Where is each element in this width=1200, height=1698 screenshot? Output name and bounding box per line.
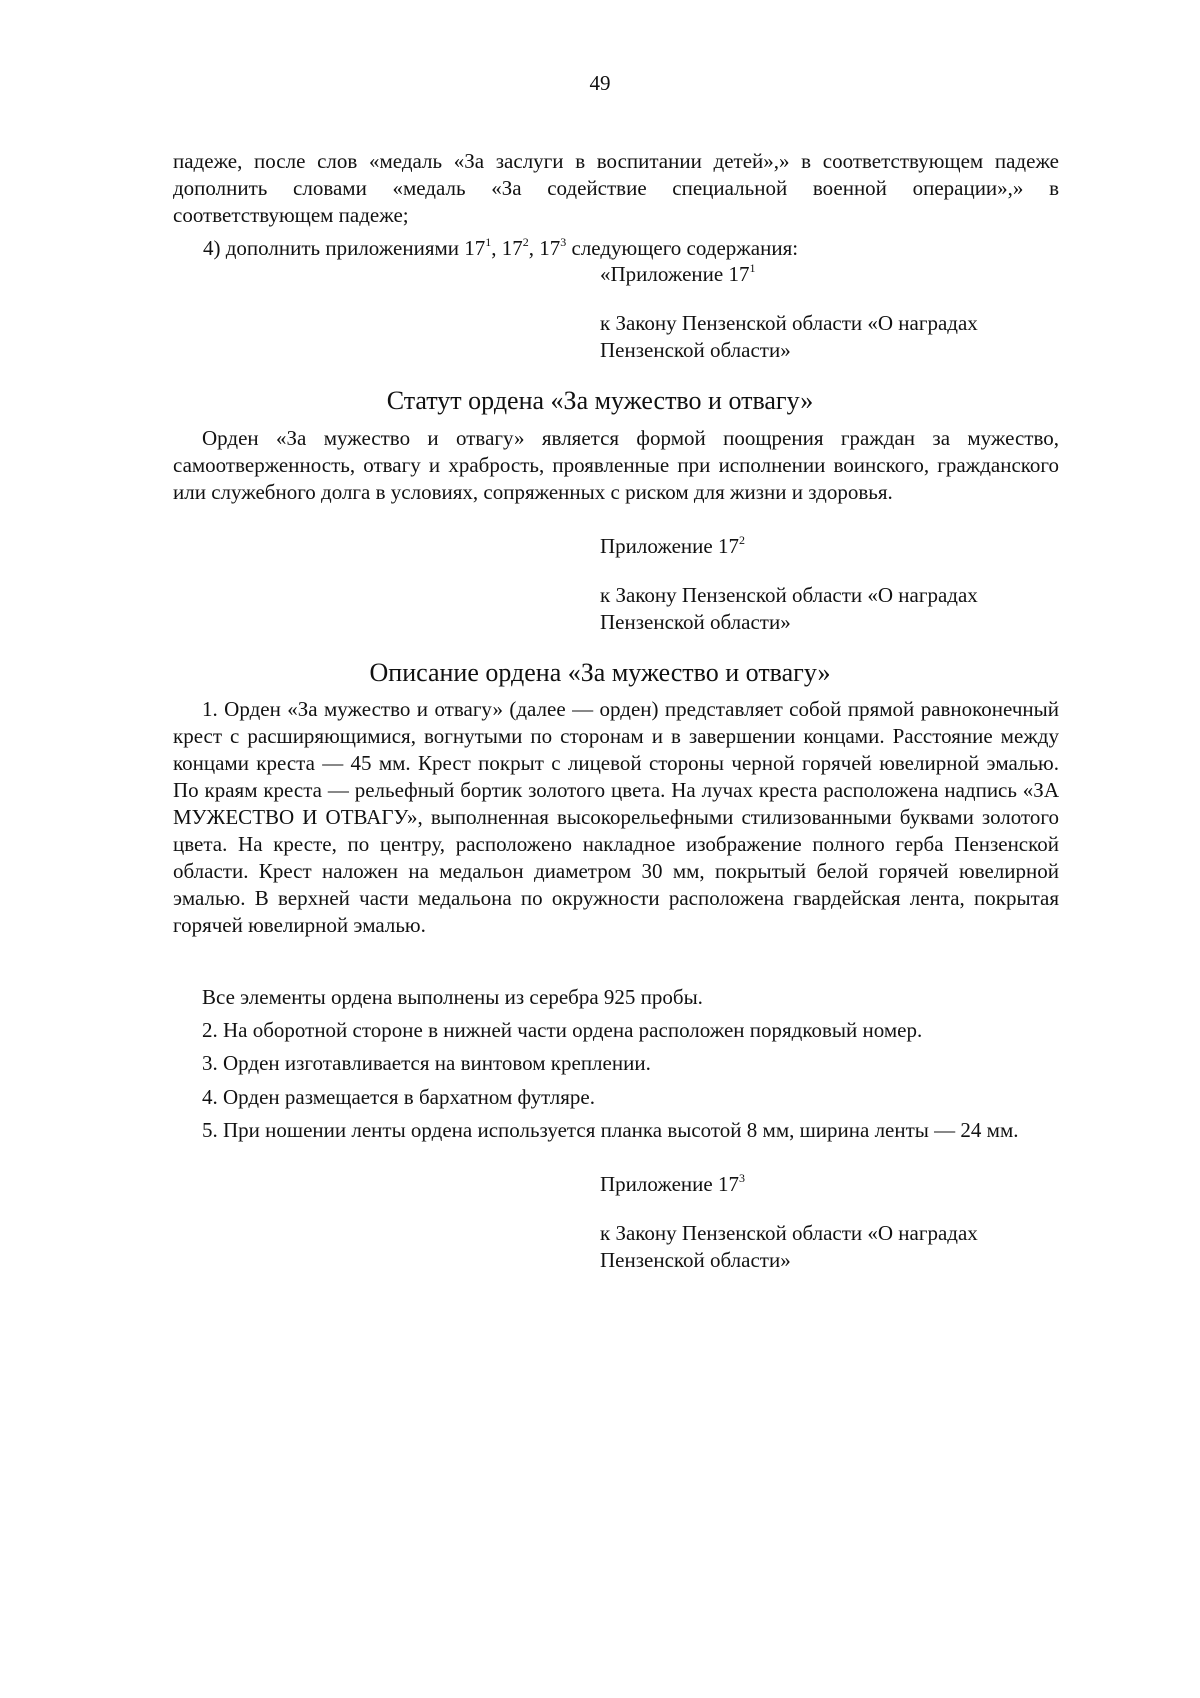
appendix-1-line1: к Закону Пензенской области «О наградах [600, 311, 978, 335]
item4-sep1: , 17 [491, 236, 523, 260]
appendix-3-header [600, 1171, 1060, 1274]
statute-title: Статут ордена «За мужество и отвагу» [386, 386, 814, 415]
appendix-2-header [600, 533, 1060, 636]
appendix-1-line2: Пензенской области» [600, 338, 791, 362]
appendix-3-line2: Пензенской области» [600, 1248, 791, 1272]
description-paragraph-1b: Все элементы ордена выполнены из серебра 925 пробы. [202, 985, 703, 1009]
description-title: Описание ордена «За мужество и отвагу» [369, 658, 831, 687]
item4-sup3: 3 [560, 235, 567, 249]
description-paragraph-5: 5. При ношении ленты ордена используется планка высотой 8 мм, ширина ленты — 24 мм. [202, 1118, 1019, 1142]
appendix-2-sup: 2 [738, 533, 745, 547]
appendix-3-sup: 3 [738, 1171, 745, 1185]
item4-sep2: , 17 [528, 236, 561, 260]
item4-sup1: 1 [485, 235, 492, 249]
appendix-3-line1: к Закону Пензенской области «О наградах [600, 1221, 978, 1245]
intro-paragraph: падеже, после слов «медаль «За заслуги в воспитании детей»,» в соответствующем падеже дополнить словами «медаль «За содействие специальной военной операции»,» в соответствующем падеже; [173, 149, 1059, 227]
item4-suffix: следующего содержания: [566, 236, 799, 260]
description-paragraph-2: 2. На оборотной стороне в нижней части ордена расположен порядковый номер. [202, 1018, 923, 1042]
appendix-1-sup: 1 [749, 261, 756, 275]
appendix-2-line2: Пензенской области» [600, 610, 791, 634]
appendix-1-label: «Приложение $17^1$ [600, 261, 756, 286]
description-paragraph-4: 4. Орден размещается в бархатном футляре. [202, 1085, 595, 1109]
appendix-2-line1: к Закону Пензенской области «О наградах [600, 583, 978, 607]
appendix-3-label: Приложение $17^3$ [600, 1171, 745, 1196]
statute-text: Орден «За мужество и отвагу» является формой поощрения граждан за мужество, самоотверженность, отвагу и храбрость, проявленные при исполнении воинского, гражданского или служебного долга в условиях, сопряженных с риском для жизни и здоровья. [173, 426, 1059, 504]
item4-sup2: 2 [522, 235, 529, 249]
description-paragraph-3: 3. Орден изготавливается на винтовом креплении. [202, 1051, 651, 1075]
item4-prefix: 4) дополнить приложениями 17 [203, 236, 486, 260]
appendix-2-label: Приложение $17^2$ [600, 533, 745, 558]
appendix-1-header [600, 261, 1060, 364]
page-number: 49 [589, 71, 611, 95]
description-paragraph-1: 1. Орден «За мужество и отвагу» (далее — орден) представляет собой прямой равноконечный крест с расширяющимися, вогнутыми по сторонам и в завершении концами. Расстояние между концами креста — 45 мм. Крест покрыт с лицевой стороны черной горячей ювелирной эмалью. По краям креста — рельефный бортик золотого цвета. На лучах креста расположена надпись «ЗА МУЖЕСТВО И ОТВАГУ», выполненная высокорельефными стилизованными буквами золотого цвета. На кресте, по центру, расположено накладное изображение полного герба Пензенской области. Крест наложен на медальон диаметром 30 мм, покрытый белой горячей ювелирной эмалью. В верхней части медальона по окружности расположена гвардейская лента, покрытая горячей ювелирной эмалью. [173, 697, 1059, 937]
item-4 [203, 235, 1089, 262]
